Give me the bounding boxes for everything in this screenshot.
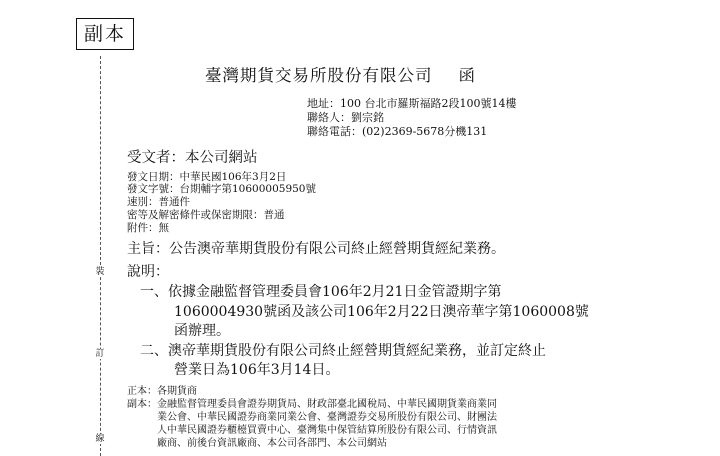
contact-phone: 聯絡電話：(02)2369-5678分機131 [307,125,488,138]
item-line: 營業日為106年3月14日。 [174,362,340,378]
primary-recipients: 正本：各期貨商 [127,386,197,397]
security-level: 密等及解密條件或保密期限：普通 [127,209,285,221]
binding-line [100,56,101,456]
letter-title [205,62,476,86]
item-number: 二、 [140,343,168,359]
issuer-name: 臺灣期貨交易所股份有限公司 [205,66,433,85]
binding-mark-xian: 線 [95,434,105,444]
delivery-speed: 速別：普通件 [127,196,190,208]
copy-label: 副本： [127,399,157,410]
document-kind: 函 [458,66,476,85]
item-line: 函辦理。 [174,323,230,339]
attachment: 附件：無 [127,222,169,234]
sender-address: 地址：100 台北市羅斯福路2段100號14樓 [307,97,517,110]
contact-person: 聯絡人：劉宗銘 [307,111,384,124]
explanation-item-2 [140,340,546,360]
copy-stamp: 副本 [76,18,134,50]
subject: 主旨：公告澳帝華期貨股份有限公司終止經營期貨經紀業務。 [127,241,505,257]
item-line: 1060004930號函及該公司106年2月22日澳帝華字第1060008號 [174,304,589,320]
explanation-heading: 說明： [127,264,169,280]
item-number: 一、 [140,284,168,300]
copy-line: 人中華民國證券櫃檯買賣中心、臺灣集中保管結算所股份有限公司、行情資訊 [157,425,497,436]
issue-date: 發文日期：中華民國106年3月2日 [127,171,287,183]
copy-line: 金融監督管理委員會證券期貨局、財政部臺北國稅局、中華民國期貨業商業同 [157,399,497,410]
copy-line: 廠商、前後台資訊廠商、本公司各部門、本公司網站 [157,438,387,449]
binding-mark-ding: 訂 [95,349,105,359]
explanation-item-1 [140,281,501,301]
copy-line: 業公會、中華民國證券商業同業公會、臺灣證券交易所股份有限公司、財團法 [157,412,497,423]
item-line: 依據金融監督管理委員會106年2月21日金管證期字第 [168,284,502,300]
binding-mark-zhuang: 裝 [95,267,105,277]
recipient: 受文者：本公司網站 [127,150,258,166]
item-line: 澳帝華期貨股份有限公司終止經營期貨經紀業務，並訂定終止 [168,343,546,359]
document-number: 發文字號：台期輔字第10600005950號 [127,183,316,195]
